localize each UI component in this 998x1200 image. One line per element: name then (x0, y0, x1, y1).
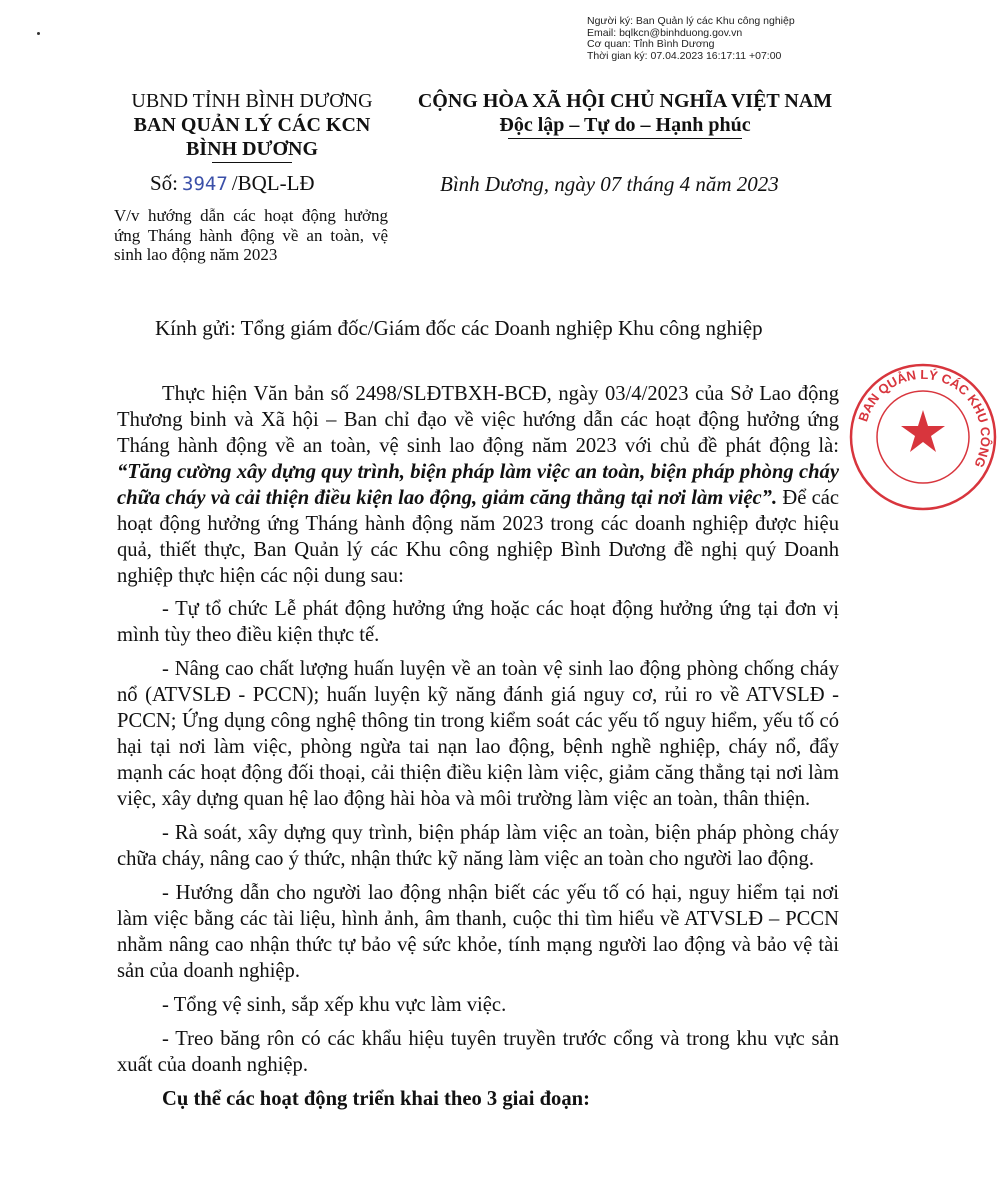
seal-text: BAN QUẢN LÝ CÁC KHU CÔNG (855, 366, 994, 470)
number-suffix: /BQL-LĐ (231, 171, 315, 195)
list-item: - Tự tổ chức Lễ phát động hưởng ứng hoặc các hoạt động hưởng ứng tại đơn vị mình tùy theo điều kiện thực tế. (117, 598, 839, 646)
list-item: - Treo băng rôn có các khẩu hiệu tuyên truyền trước cổng và trong khu vực sản xuất của doanh nghiệp. (117, 1028, 839, 1076)
list-item: - Nâng cao chất lượng huấn luyện về an toàn vệ sinh lao động phòng chống cháy nổ (ATVSLĐ - PCCN); huấn luyện kỹ năng đánh giá nguy cơ, rủi ro về ATVSLĐ - PCCN; Ứng dụng công nghệ thông tin trong kiểm soát các yếu tố nguy hiểm, yếu tố có hại tại nơi làm việc, phòng ngừa tai nạn lao động, bệnh nghề nghiệp, cháy nổ, đẩy mạnh các hoạt động đối thoại, cải thiện điều kiện làm việc, giảm căng thẳng tại nơi làm việc, xây dựng quan hệ lao động hài hòa và môi trường làm việc an toàn, thân thiện. (117, 658, 839, 810)
scan-speck (37, 32, 40, 35)
intro-text-2: Để các hoạt động hưởng ứng Tháng hành động năm 2023 trong các doanh nghiệp được hiệu quả, thiết thực, Ban Quản lý các Khu công nghiệp Bình Dương đề nghị quý Doanh nghiệp thực hiện các nội dung sau: (117, 487, 839, 587)
signature-agency: Cơ quan: Tỉnh Bình Dương (587, 38, 715, 50)
number-prefix: Số: (150, 171, 179, 195)
document-number (150, 170, 315, 197)
national-header (415, 89, 835, 139)
phases-heading: Cụ thể các hoạt động triển khai theo 3 giai đoạn: (162, 1088, 590, 1110)
country-name: CỘNG HÒA XÃ HỘI CHỦ NGHĨA VIỆT NAM (417, 90, 833, 112)
list-item: - Hướng dẫn cho người lao động nhận biết các yếu tố có hại, nguy hiểm tại nơi làm việc bằng các tài liệu, hình ảnh, âm thanh, cuộc thi tìm hiểu về ATVSLĐ – PCCN nhằm nâng cao nhận thức tự bảo vệ sức khỏe, tính mạng người lao động và bảo vệ tài sản của doanh nghiệp. (117, 882, 839, 982)
handwritten-number: 3947 (182, 173, 228, 195)
agency-location: BÌNH DƯƠNG (185, 138, 319, 160)
signature-email: Email: bqlkcn@binhduong.gov.vn (587, 26, 743, 39)
agency-parent: UBND TỈNH BÌNH DƯƠNG (131, 90, 373, 112)
campaign-theme: “Tăng cường xây dựng quy trình, biện pháp làm việc an toàn, biện pháp phòng cháy chữa cháy và cải thiện điều kiện lao động, giảm căng thẳng tại nơi làm việc”. (117, 461, 839, 509)
agency-underline (212, 162, 292, 163)
issuing-agency-header (118, 89, 386, 163)
signature-signer: Người ký: Ban Quản lý các Khu công nghiệp (587, 15, 795, 27)
official-seal (848, 362, 998, 512)
national-motto: Độc lập – Tự do – Hạnh phúc (499, 114, 751, 136)
list-item: - Rà soát, xây dựng quy trình, biện pháp làm việc an toàn, biện pháp phòng cháy chữa cháy, nâng cao ý thức, nhận thức kỹ năng làm việc an toàn cho người lao động. (117, 822, 839, 870)
intro-paragraph (117, 381, 839, 589)
digital-signature-block (587, 16, 795, 62)
signature-time: Thời gian ký: 07.04.2023 16:17:11 +07:00 (587, 49, 782, 62)
issue-date: Bình Dương, ngày 07 tháng 4 năm 2023 (440, 172, 779, 196)
motto-underline (508, 138, 742, 139)
list-item: - Tổng vệ sinh, sắp xếp khu vực làm việc. (162, 994, 507, 1016)
agency-name: BAN QUẢN LÝ CÁC KCN (133, 114, 371, 136)
document-subject: V/v hướng dẫn các hoạt động hưởng ứng Tháng hành động về an toàn, vệ sinh lao động năm 2023 (114, 206, 388, 264)
recipient-line: Kính gửi: Tổng giám đốc/Giám đốc các Doanh nghiệp Khu công nghiệp (155, 316, 763, 340)
document-body (117, 381, 839, 1120)
intro-text-1: Thực hiện Văn bản số 2498/SLĐTBXH-BCĐ, ngày 03/4/2023 của Sở Lao động Thương binh và Xã hội – Ban chỉ đạo về việc hướng dẫn các hoạt động hưởng ứng Tháng hành động về an toàn, vệ sinh lao động năm 2023 với chủ đề phát động là: (117, 383, 839, 457)
